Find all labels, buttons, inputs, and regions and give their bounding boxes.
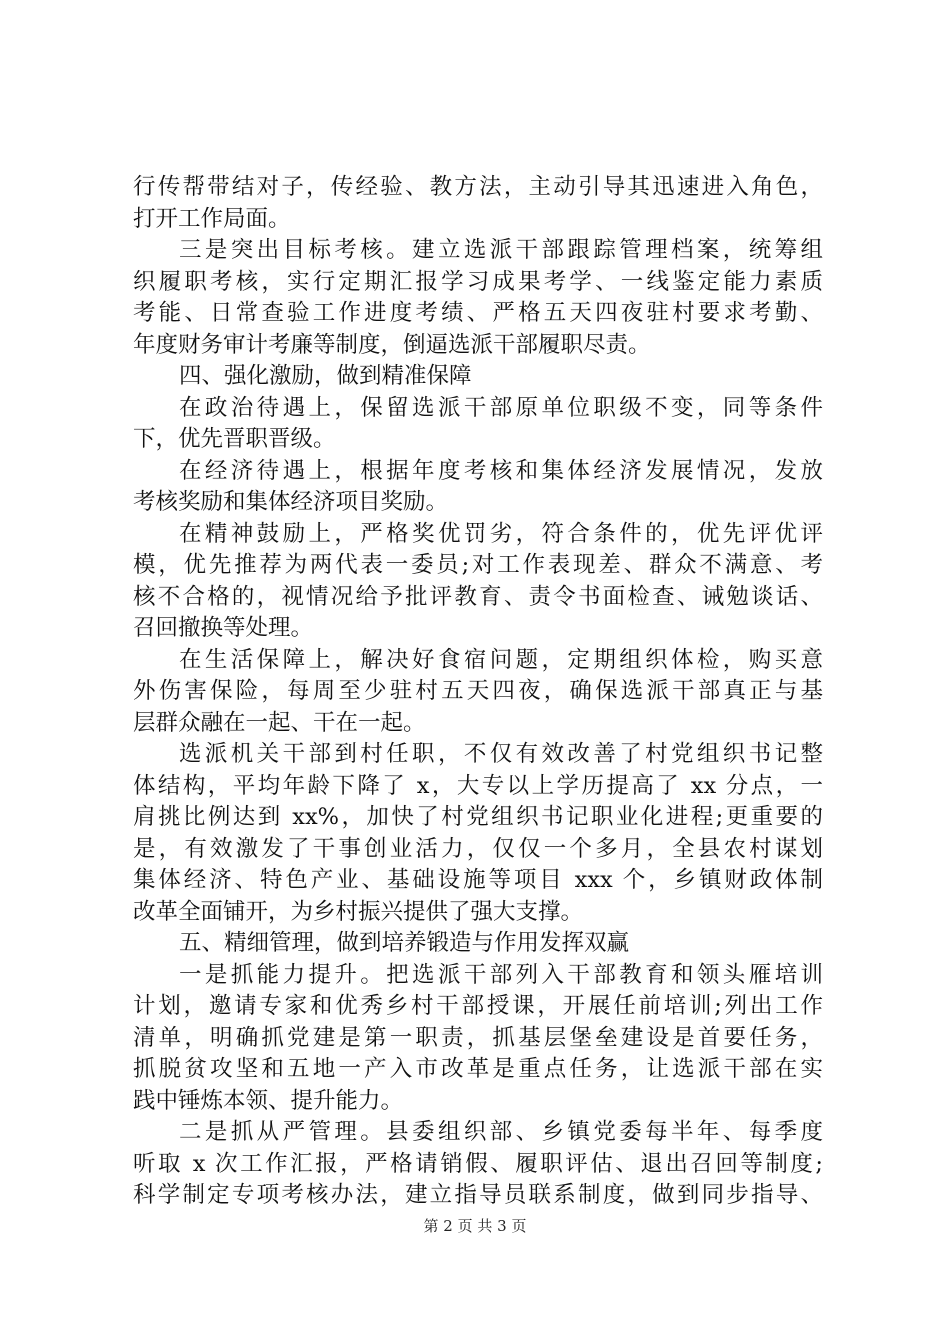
text-line: 二是抓从严管理。县委组织部、乡镇党委每半年、每季度 (179, 1119, 823, 1145)
text-line: 听取 x 次工作汇报，严格请销假、履职评估、退出召回等制度; (133, 1150, 823, 1177)
text-line: 肩挑比例达到 xx%，加快了村党组织书记职业化进程;更重要的 (133, 804, 823, 830)
text-line: 在经济待遇上，根据年度考核和集体经济发展情况，发放 (179, 457, 823, 484)
text-line: 计划，邀请专家和优秀乡村干部授课，开展任前培训;列出工作 (133, 993, 823, 1019)
text-line: 四、强化激励，做到精准保障 (179, 363, 472, 389)
text-line: 召回撤换等处理。 (133, 615, 314, 641)
text-line: 行传帮带结对子，传经验、教方法，主动引导其迅速进入角色， (133, 174, 823, 200)
document-body (133, 172, 823, 1212)
text-line: 在精神鼓励上，严格奖优罚劣，符合条件的，优先评优评 (179, 520, 823, 547)
text-line: 考能、日常查验工作进度考绩、严格五天四夜驻村要求考勤、 (133, 300, 823, 326)
text-line: 清单，明确抓党建是第一职责，抓基层堡垒建设是首要任务， (133, 1024, 823, 1051)
text-line: 层群众融在一起、干在一起。 (133, 709, 426, 736)
text-line: 五、精细管理，做到培养锻造与作用发挥双赢 (179, 930, 630, 956)
text-line: 织履职考核，实行定期汇报学习成果考学、一线鉴定能力素质 (133, 268, 823, 295)
text-line: 三是突出目标考核。建立选派干部跟踪管理档案，统筹组 (179, 237, 823, 263)
text-line: 集体经济、特色产业、基础设施等项目 xxx 个，乡镇财政体制 (133, 867, 823, 893)
text-line: 模，优先推荐为两代表一委员;对工作表现差、群众不满意、考 (133, 552, 823, 578)
text-line: 核不合格的，视情况给予批评教育、责令书面检查、诫勉谈话、 (133, 583, 823, 610)
text-line: 下，优先晋职晋级。 (133, 426, 336, 452)
text-line: 打开工作局面。 (133, 205, 291, 232)
text-line: 抓脱贫攻坚和五地一产入市改革是重点任务，让选派干部在实 (133, 1056, 823, 1082)
page-footer: 第 2 页 共 3 页 (423, 1217, 527, 1235)
text-line: 年度财务审计考廉等制度，倒逼选派干部履职尽责。 (133, 331, 651, 358)
text-line: 改革全面铺开，为乡村振兴提供了强大支撑。 (133, 898, 584, 925)
text-line: 体结构，平均年龄下降了 x，大专以上学历提高了 xx 分点，一 (133, 772, 823, 799)
text-line: 在政治待遇上，保留选派干部原单位职级不变，同等条件 (179, 394, 823, 421)
text-line: 选派机关干部到村任职，不仅有效改善了村党组织书记整 (179, 741, 823, 767)
text-line: 考核奖励和集体经济项目奖励。 (133, 489, 449, 515)
text-line: 外伤害保险，每周至少驻村五天四夜，确保选派干部真正与基 (133, 678, 823, 704)
text-line: 在生活保障上，解决好食宿问题，定期组织体检，购买意 (179, 646, 823, 673)
text-line: 是，有效激发了干事创业活力，仅仅一个多月，全县农村谋划 (133, 835, 823, 862)
text-line: 践中锤炼本领、提升能力。 (133, 1087, 404, 1114)
text-line: 科学制定专项考核办法，建立指导员联系制度，做到同步指导、 (133, 1182, 823, 1208)
text-line: 一是抓能力提升。把选派干部列入干部教育和领头雁培训 (179, 961, 823, 988)
